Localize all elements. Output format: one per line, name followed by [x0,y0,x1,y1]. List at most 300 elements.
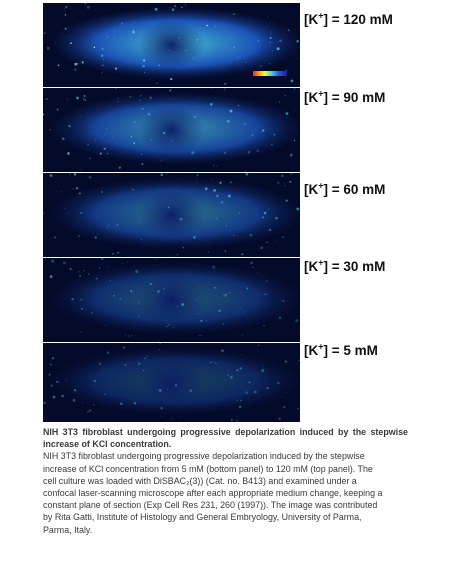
fluorescence-speck [259,196,260,197]
fluorescence-speck [156,259,157,260]
fluorescence-speck [258,349,259,350]
fluorescence-speck [52,357,55,360]
micrograph-panel-5mm [43,343,300,424]
fluorescence-speck [143,370,145,372]
fluorescence-speck [141,163,143,165]
label-prefix: [K [304,259,319,274]
fluorescence-speck [44,32,46,34]
fluorescence-speck [113,295,115,297]
fluorescence-speck [122,54,123,55]
fluorescence-speck [114,31,115,32]
fluorescence-speck [275,240,276,241]
fluorescence-speck [122,263,123,264]
cell-nucleus [138,20,205,70]
fluorescence-speck [160,173,163,176]
fluorescence-speck [118,98,119,99]
fluorescence-speck [260,246,263,249]
fluorescence-speck [218,310,220,312]
fluorescence-speck [164,378,165,379]
potassium-label-90mm [304,90,385,105]
fluorescence-speck [94,47,96,49]
fluorescence-speck [120,402,123,405]
figure-caption [43,426,408,536]
fluorescence-speck [290,173,292,175]
fluorescence-speck [79,192,81,194]
fluorescence-speck [112,253,114,255]
fluorescence-speck [242,354,243,355]
fluorescence-speck [64,208,65,209]
caption-title: NIH 3T3 fibroblast undergoing progressive depolarization induced by the stepwise increase of KCl concentration. [43,427,408,450]
cell-nucleus [138,359,205,406]
fluorescence-speck [173,327,174,328]
cell-nucleus [138,105,205,155]
fluorescence-speck [267,17,268,18]
fluorescence-speck [79,275,81,277]
micrograph-panel-90mm [43,88,300,174]
micrograph-image [43,258,300,342]
fluorescence-speck [76,63,78,65]
fluorescence-speck [134,402,137,405]
fluorescence-speck [212,266,215,269]
cell-nucleus [138,275,205,325]
fluorescence-speck [80,115,81,116]
fluorescence-speck [172,418,173,419]
fluorescence-speck [290,154,293,157]
fluorescence-speck [138,302,139,303]
fluorescence-speck [144,72,145,73]
label-sup: + [318,257,324,268]
fluorescence-speck [224,83,226,85]
fluorescence-speck [110,280,111,281]
fluorescence-speck [245,392,248,395]
fluorescence-speck [82,402,83,403]
fluorescence-speck [256,214,257,215]
label-sup: + [318,341,324,352]
caption-line: NIH 3T3 fibroblast undergoing progressive depolarization induced by the stepwise [43,451,365,462]
fluorescence-speck [157,290,160,293]
fluorescence-speck [282,236,284,238]
fluorescence-speck [285,95,287,97]
fluorescence-speck [74,173,77,176]
fluorescence-speck [181,6,183,8]
caption-line: constant plane of section (Exp Cell Res 231, 260 (1997)). The image was contributed [43,500,378,511]
fluorescence-speck [286,200,288,202]
fluorescence-speck [80,299,81,300]
fluorescence-speck [216,218,217,219]
potassium-label-30mm [304,259,385,274]
fluorescence-speck [168,206,170,208]
fluorescence-speck [215,363,217,365]
fluorescence-speck [294,140,295,141]
fluorescence-speck [132,189,134,191]
fluorescence-speck [78,235,80,237]
fluorescence-speck [277,182,279,184]
fluorescence-speck [67,99,68,100]
fluorescence-speck [107,153,108,154]
fluorescence-speck [108,266,109,267]
fluorescence-speck [138,362,141,365]
fluorescence-speck [56,381,59,384]
fluorescence-speck [205,187,208,190]
fluorescence-speck [106,227,107,228]
label-suffix: ] = 120 mM [323,12,393,27]
fluorescence-speck [125,364,127,366]
fluorescence-speck [262,216,264,218]
fluorescence-speck [88,273,89,274]
fluorescence-speck [106,128,107,129]
fluorescence-speck [106,36,108,38]
fluorescence-speck [168,50,169,51]
fluorescence-speck [200,320,202,322]
label-suffix: ] = 60 mM [323,182,386,197]
fluorescence-speck [87,144,88,145]
fluorescence-speck [157,83,158,84]
fluorescence-speck [168,41,169,42]
fluorescence-speck [244,123,246,125]
fluorescence-speck [249,234,252,237]
fluorescence-speck [224,152,226,154]
label-suffix: ] = 90 mM [323,90,386,105]
fluorescence-speck [207,25,209,27]
fluorescence-speck [125,334,126,335]
fluorescence-speck [221,349,224,352]
fluorescence-speck [226,225,227,226]
fluorescence-speck [274,134,276,136]
fluorescence-speck [257,150,259,152]
fluorescence-speck [131,136,133,138]
fluorescence-speck [95,140,96,141]
fluorescence-speck [115,67,117,69]
fluorescence-speck [43,401,46,404]
fluorescence-speck [233,13,234,14]
fluorescence-speck [264,212,267,215]
fluorescence-speck [250,262,252,264]
potassium-label-5mm [304,343,378,358]
fluorescence-speck [108,224,109,225]
fluorescence-speck [99,363,101,365]
fluorescence-speck [299,89,300,90]
fluorescence-speck [285,392,286,393]
fluorescence-speck [269,229,271,231]
fluorescence-speck [199,97,200,98]
fluorescence-speck [166,326,167,327]
fluorescence-speck [160,416,161,417]
fluorescence-speck [159,349,160,350]
fluorescence-speck [216,166,217,167]
fluorescence-speck [177,254,178,255]
fluorescence-speck [131,335,132,336]
label-sup: + [318,10,324,21]
fluorescence-speck [299,360,300,362]
fluorescence-speck [50,275,53,278]
potassium-label-60mm [304,182,385,197]
fluorescence-speck [240,400,241,401]
fluorescence-speck [47,341,48,342]
fluorescence-speck [93,404,94,405]
fluorescence-speck [176,191,177,192]
label-suffix: ] = 5 mM [323,343,378,358]
fluorescence-speck [252,267,253,268]
fluorescence-speck [264,325,265,326]
fluorescence-speck [219,182,221,184]
fluorescence-speck [80,212,82,214]
fluorescence-speck [134,22,135,23]
fluorescence-speck [228,195,231,198]
fluorescence-speck [279,102,280,103]
fluorescence-speck [123,346,125,348]
fluorescence-speck [51,384,53,386]
fluorescence-speck [233,46,235,48]
fluorescence-speck [185,50,186,51]
fluorescence-speck [227,375,229,377]
fluorescence-speck [158,64,160,66]
fluorescence-speck [189,389,192,392]
fluorescence-speck [214,287,216,289]
fluorescence-speck [196,174,198,176]
fluorescence-speck [99,267,100,268]
fluorescence-speck [231,419,233,421]
fluorescence-speck [179,417,180,418]
fluorescence-speck [85,100,86,101]
fluorescence-speck [271,144,273,146]
fluorescence-speck [159,343,161,344]
fluorescence-speck [65,28,67,30]
fluorescence-speck [83,270,85,272]
fluorescence-speck [89,176,92,179]
fluorescence-speck [46,98,48,100]
fluorescence-speck [260,65,262,67]
fluorescence-speck [282,300,284,302]
fluorescence-speck [102,64,103,65]
caption-line: increase of KCl concentration from 5 mM (bottom panel) to 120 mM (top panel). The [43,463,373,474]
fluorescence-speck [193,236,195,238]
fluorescence-speck [249,381,251,383]
fluorescence-speck [210,362,212,364]
fluorescence-speck [146,355,148,357]
caption-line: confocal laser-scanning microscope after each appropriate medium change, keeping a [43,488,383,499]
fluorescence-speck [214,362,215,363]
fluorescence-speck [284,185,285,186]
fluorescence-speck [89,158,90,159]
fluorescence-speck [246,288,248,290]
micrograph-image [43,88,300,172]
fluorescence-speck [239,212,241,214]
fluorescence-speck [267,387,269,389]
fluorescence-speck [191,151,194,154]
fluorescence-speck [242,335,243,336]
fluorescence-speck [64,8,65,9]
fluorescence-speck [127,261,128,262]
fluorescence-speck [285,360,288,363]
fluorescence-speck [120,298,121,299]
fluorescence-speck [50,174,53,177]
fluorescence-speck [224,88,225,89]
fluorescence-speck [196,39,198,41]
color-scale-bar [253,71,287,76]
fluorescence-speck [254,391,257,394]
fluorescence-speck [148,113,151,116]
fluorescence-speck [133,29,134,30]
fluorescence-speck [74,68,77,71]
fluorescence-speck [261,369,264,372]
fluorescence-speck [61,395,64,398]
fluorescence-speck [71,298,73,300]
fluorescence-speck [266,241,268,243]
fluorescence-speck [65,6,67,8]
fluorescence-speck [198,313,199,314]
fluorescence-speck [80,169,81,170]
fluorescence-speck [142,108,143,109]
fluorescence-speck [81,308,83,310]
fluorescence-speck [166,173,167,174]
fluorescence-speck [296,207,299,210]
fluorescence-speck [129,96,131,98]
fluorescence-speck [105,325,106,326]
fluorescence-speck [66,379,67,380]
fluorescence-speck [87,411,89,413]
fluorescence-speck [229,292,230,293]
fluorescence-speck [267,293,268,294]
fluorescence-speck [240,367,242,369]
fluorescence-speck [119,167,121,169]
fluorescence-speck [141,239,142,240]
fluorescence-speck [216,195,219,198]
potassium-label-120mm [304,12,393,27]
fluorescence-speck [239,406,242,409]
fluorescence-speck [283,406,286,409]
fluorescence-speck [51,260,54,263]
fluorescence-speck [177,306,178,307]
fluorescence-speck [291,80,294,83]
fluorescence-speck [102,72,103,73]
fluorescence-speck [144,357,146,359]
fluorescence-speck [277,382,279,384]
caption-line: cell culture was loaded with DiSBAC₂(3)) (Cat. no. B413) and examined under a [43,475,357,486]
fluorescence-speck [67,152,70,155]
fluorescence-speck [43,212,45,214]
fluorescence-speck [121,22,123,24]
fluorescence-speck [143,59,145,61]
fluorescence-speck [53,396,56,399]
fluorescence-speck [102,367,103,368]
fluorescence-speck [294,88,295,89]
label-sup: + [318,88,324,99]
micrograph-image [43,343,300,422]
fluorescence-speck [199,335,200,336]
fluorescence-speck [58,64,60,66]
fluorescence-speck [94,380,97,383]
fluorescence-speck [96,278,98,280]
fluorescence-speck [236,369,238,371]
fluorescence-speck [269,63,270,64]
fluorescence-speck [252,134,253,135]
fluorescence-speck [245,171,246,172]
fluorescence-speck [133,121,135,123]
fluorescence-speck [107,351,110,354]
fluorescence-speck [103,59,104,60]
fluorescence-speck [270,42,271,43]
fluorescence-speck [142,65,145,68]
fluorescence-speck [196,299,197,300]
fluorescence-speck [174,5,176,7]
fluorescence-speck [155,8,158,11]
fluorescence-speck [159,389,162,392]
fluorescence-speck [279,418,281,420]
fluorescence-speck [181,303,184,306]
fluorescence-speck [168,324,170,326]
fluorescence-speck [101,54,104,57]
fluorescence-speck [245,62,246,63]
label-sup: + [318,180,324,191]
fluorescence-speck [73,399,76,402]
fluorescence-speck [213,165,214,166]
fluorescence-speck [65,14,67,16]
fluorescence-speck [271,31,272,32]
fluorescence-speck [189,273,190,274]
fluorescence-speck [76,187,79,190]
fluorescence-speck [112,137,113,138]
fluorescence-speck [82,61,84,63]
fluorescence-speck [169,7,170,8]
fluorescence-speck [81,331,82,332]
fluorescence-speck [262,129,265,132]
micrograph-panel-120mm [43,3,300,89]
fluorescence-speck [89,409,91,411]
fluorescence-speck [76,97,79,100]
fluorescence-speck [51,386,52,387]
fluorescence-speck [266,280,268,282]
fluorescence-speck [138,316,140,318]
fluorescence-speck [233,235,234,236]
label-prefix: [K [304,90,319,105]
fluorescence-speck [279,316,282,319]
fluorescence-speck [136,309,137,310]
fluorescence-speck [237,399,239,401]
fluorescence-speck [100,152,102,154]
fluorescence-speck [171,141,172,142]
fluorescence-speck [270,37,272,39]
fluorescence-speck [139,100,141,102]
fluorescence-speck [183,247,184,248]
fluorescence-speck [170,78,172,80]
fluorescence-speck [238,105,240,107]
fluorescence-speck [196,181,197,182]
fluorescence-speck [102,48,104,50]
caption-body [43,450,408,535]
fluorescence-speck [73,188,74,189]
fluorescence-speck [151,140,152,141]
micrograph-panel-60mm [43,173,300,259]
fluorescence-speck [104,394,106,396]
fluorescence-speck [101,258,103,260]
fluorescence-speck [263,365,264,366]
label-prefix: [K [304,343,319,358]
fluorescence-speck [268,209,269,210]
fluorescence-speck [275,217,278,220]
fluorescence-speck [221,201,224,204]
caption-line: Parma, Italy. [43,524,93,535]
fluorescence-speck [258,40,260,42]
fluorescence-speck [50,364,52,366]
fluorescence-speck [247,319,248,320]
fluorescence-speck [150,283,152,285]
fluorescence-speck [230,110,233,113]
fluorescence-speck [272,50,273,51]
fluorescence-speck [95,236,97,238]
fluorescence-speck [47,47,50,50]
fluorescence-speck [296,40,299,43]
fluorescence-speck [258,345,260,347]
